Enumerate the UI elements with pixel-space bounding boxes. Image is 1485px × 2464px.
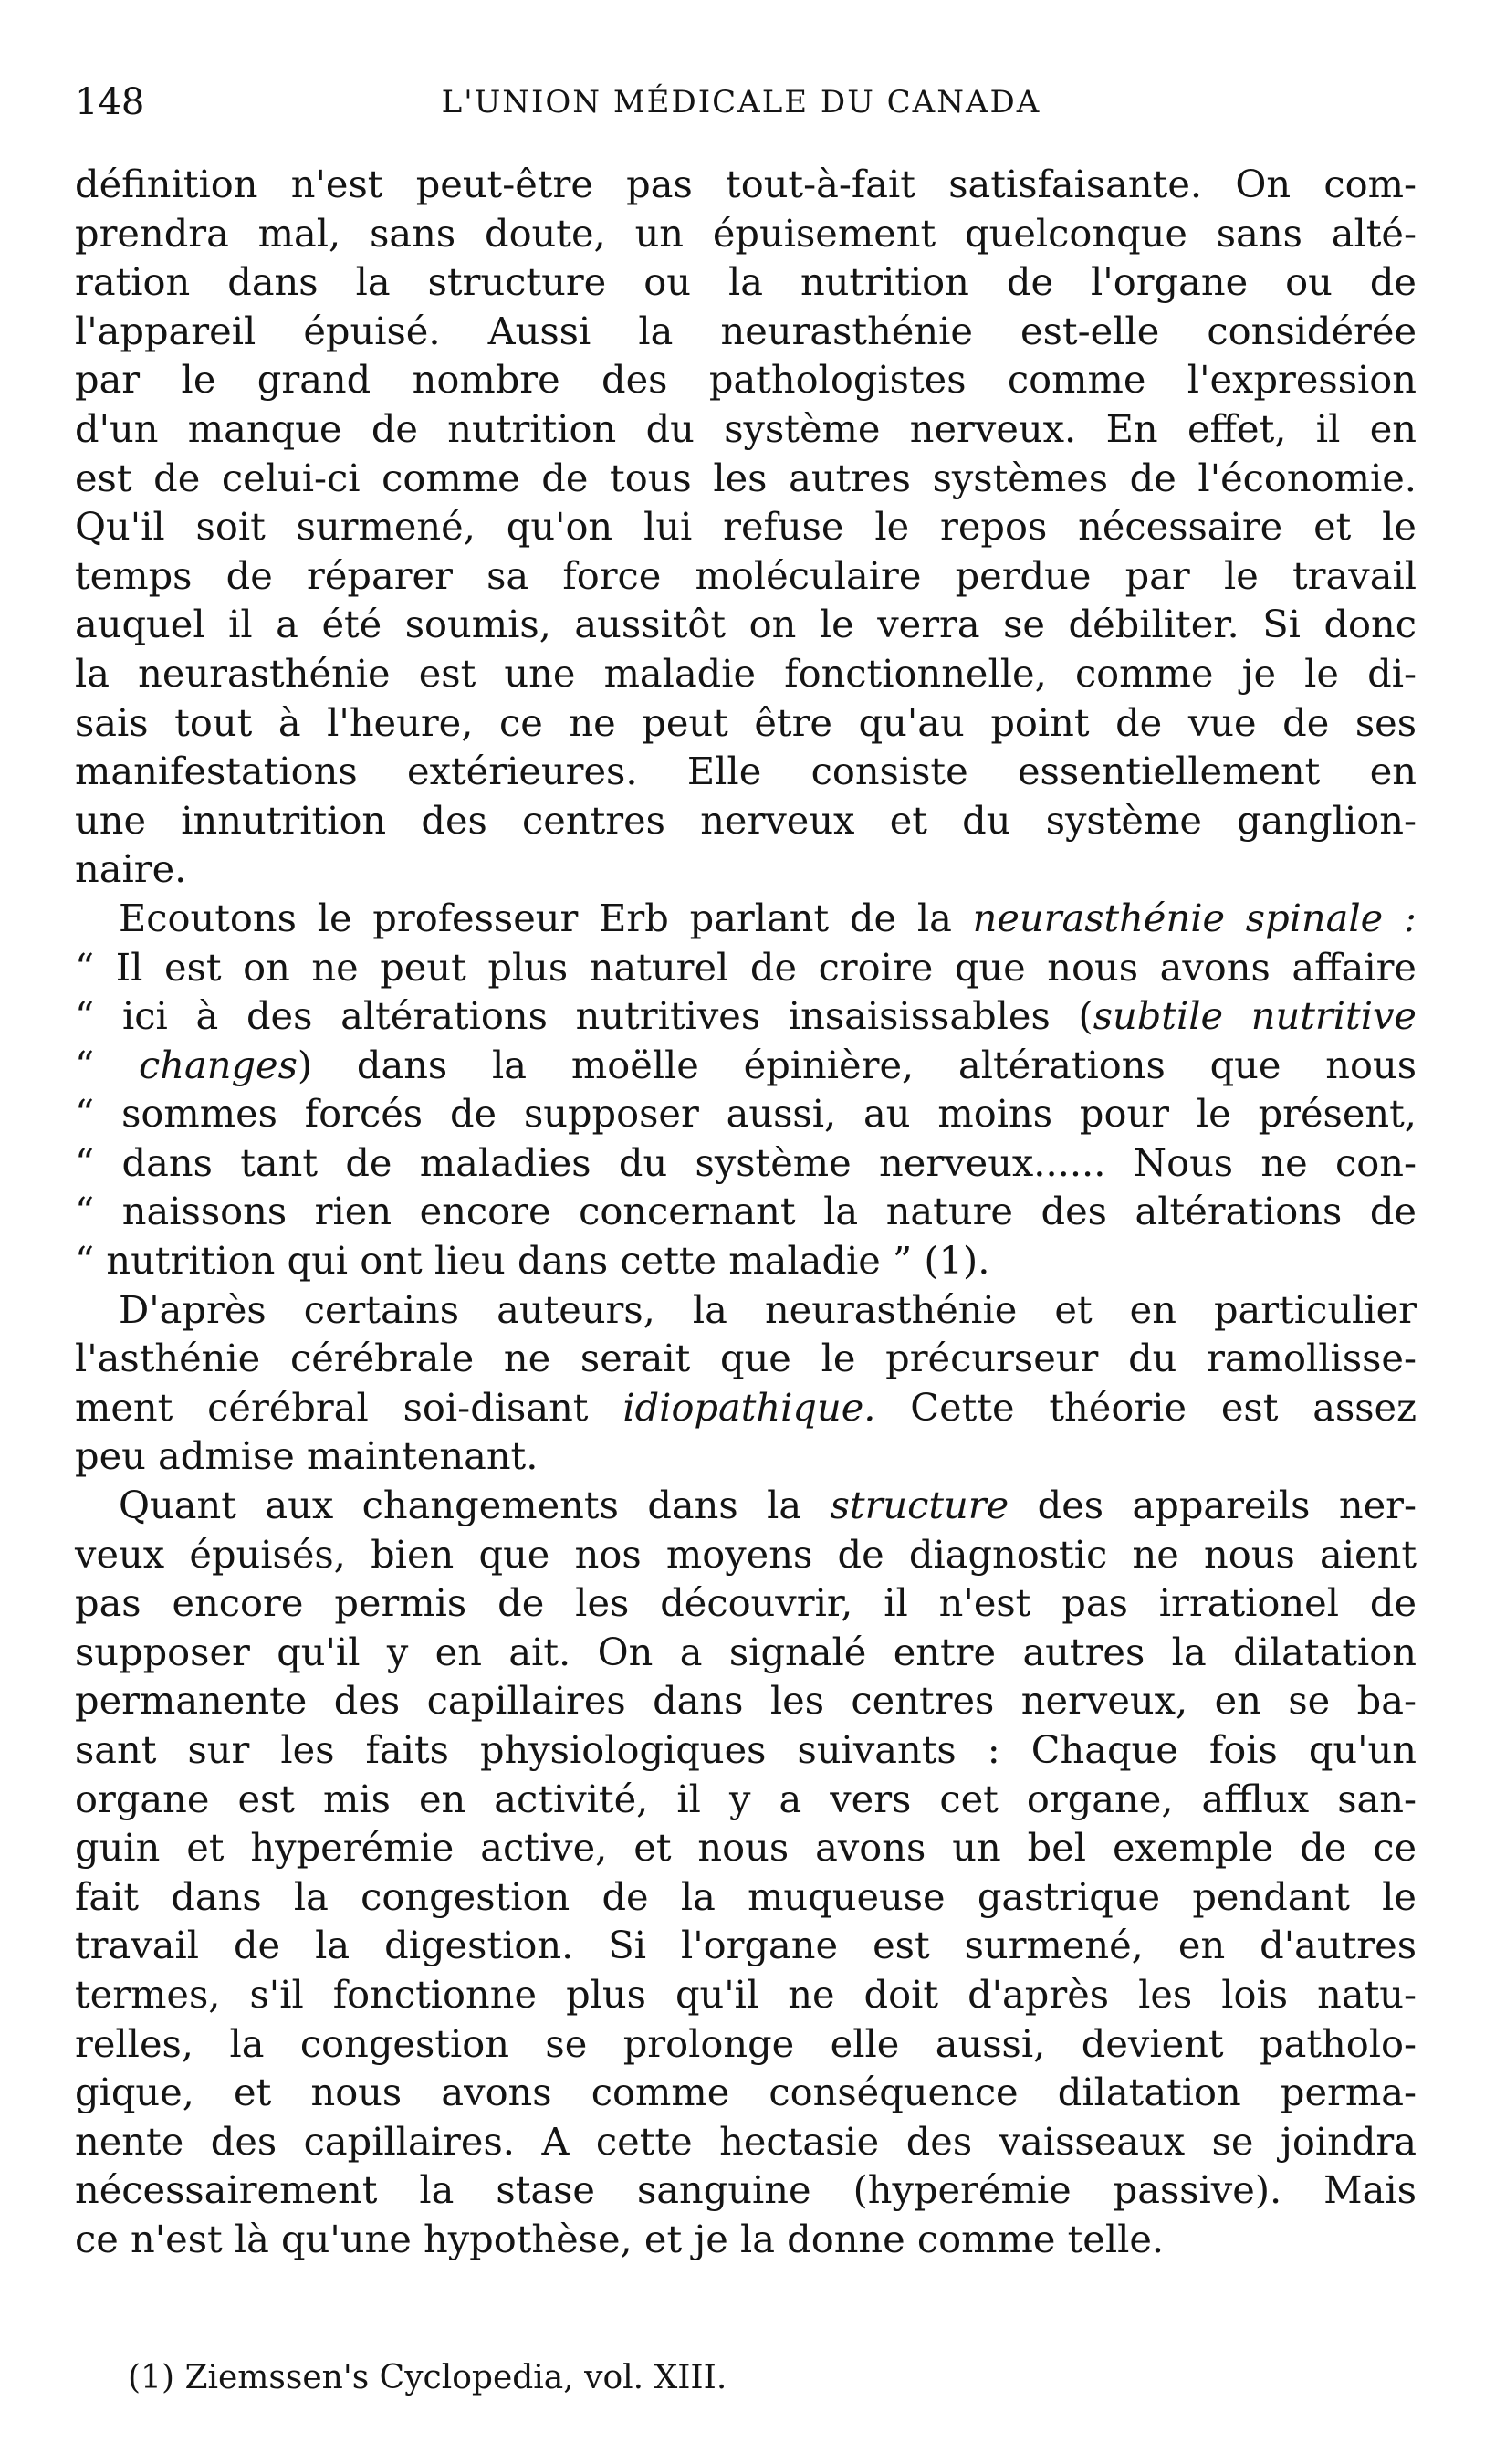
text-segment: “ nutrition qui ont lieu dans cette maladie ” (1).: [75, 1238, 990, 1284]
text-line: [75, 2165, 1417, 2215]
text-line: [75, 698, 1417, 748]
text-segment: “ sommes forcés de supposer aussi, au moins pour le présent,: [75, 1091, 1417, 1137]
text-segment: pas encore permis de les découvrir, il n'est pas irrationel de: [75, 1580, 1417, 1626]
text-line: [75, 209, 1417, 258]
text-line: [75, 796, 1417, 845]
text-line: [75, 1775, 1417, 1824]
text-segment: gique, et nous avons comme conséquence dilatation perma-: [75, 2070, 1417, 2115]
text-segment: “ dans tant de maladies du système nerveux...... Nous ne con-: [75, 1139, 1417, 1185]
text-segment: temps de réparer sa force moléculaire perdue par le travail: [75, 552, 1417, 598]
text-line: [75, 600, 1417, 649]
text-segment: veux épuisés, bien que nos moyens de diagnostic ne nous aient: [75, 1531, 1417, 1577]
text-segment: par le grand nombre des pathologistes comme l'expression: [75, 357, 1417, 403]
italic-text: structure: [830, 1483, 1009, 1528]
text-line: [75, 894, 1417, 943]
text-line: [75, 257, 1417, 307]
text-segment: manifestations extérieures. Elle consiste essentiellement en: [75, 749, 1417, 794]
text-line: [75, 2019, 1417, 2069]
text-line: [75, 747, 1417, 796]
italic-text: neurasthénie spinale :: [972, 895, 1417, 940]
text-line: [75, 454, 1417, 503]
text-segment: sant sur les faits physiologiques suivants : Chaque fois qu'un: [75, 1727, 1417, 1772]
text-line: [75, 1970, 1417, 2019]
text-line: [75, 1578, 1417, 1628]
text-segment: “ Il est on ne peut plus naturel de croire que nous avons affaire: [75, 944, 1417, 990]
text-segment: Ecoutons le professeur Erb parlant de la: [119, 895, 973, 940]
text-line: [75, 1628, 1417, 1677]
text-segment: l'appareil épuisé. Aussi la neurasthénie est-elle considérée: [75, 308, 1417, 353]
text-segment: Quant aux changements dans la: [119, 1483, 831, 1528]
text-segment: d'un manque de nutrition du système nerveux. En effet, il en: [75, 405, 1417, 451]
text-segment: guin et hyperémie active, et nous avons un bel exemple de ce: [75, 1825, 1417, 1871]
page-number: 148: [75, 81, 145, 123]
text-line: [75, 1676, 1417, 1725]
text-segment: l'asthénie cérébrale ne serait que le précurseur du ramollisse-: [75, 1336, 1417, 1381]
text-line: [75, 649, 1417, 698]
text-line: [75, 1334, 1417, 1383]
text-segment: supposer qu'il y en ait. On a signalé entre autres la dilatation: [75, 1629, 1417, 1674]
text-segment: relles, la congestion se prolonge elle aussi, devient patholo-: [75, 2020, 1417, 2066]
text-line: [75, 844, 1417, 894]
text-line: [75, 1236, 1417, 1285]
text-line: [75, 1041, 1417, 1090]
text-line: [75, 2215, 1417, 2264]
text-segment: permanente des capillaires dans les centres nerveux, en se ba-: [75, 1678, 1417, 1724]
text-line: [75, 1481, 1417, 1530]
text-line: [75, 355, 1417, 404]
text-segment: ment cérébral soi-disant: [75, 1384, 623, 1430]
text-segment: des appareils ner-: [1009, 1483, 1417, 1528]
text-segment: nente des capillaires. A cette hectasie des vaisseaux se joindra: [75, 2118, 1417, 2164]
italic-text: subtile nutritive: [1093, 993, 1417, 1039]
text-segment: est de celui-ci comme de tous les autres systèmes de l'économie.: [75, 455, 1417, 500]
text-segment: Cette théorie est assez: [875, 1384, 1417, 1430]
text-segment: fait dans la congestion de la muqueuse gastrique pendant le: [75, 1873, 1417, 1919]
text-segment: “: [75, 1042, 140, 1087]
text-line: [75, 1089, 1417, 1138]
text-segment: travail de la digestion. Si l'organe est surmené, en d'autres: [75, 1923, 1417, 1968]
italic-text: idiopathique.: [622, 1384, 876, 1430]
text-segment: naire.: [75, 846, 187, 892]
text-segment: “ naissons rien encore concernant la nature des altérations de: [75, 1189, 1417, 1234]
text-segment: la neurasthénie est une maladie fonctionnelle, comme je le di-: [75, 650, 1417, 696]
text-segment: organe est mis en activité, il y a vers cet organe, afflux san-: [75, 1776, 1417, 1821]
text-segment: “ ici à des altérations nutritives insaisissables (: [75, 993, 1093, 1039]
text-line: [75, 404, 1417, 454]
text-line: [75, 551, 1417, 601]
body-text: [75, 160, 1417, 2264]
text-line: [75, 502, 1417, 551]
text-line: [75, 160, 1417, 209]
text-line: [75, 1383, 1417, 1432]
running-head: L'UNION MÉDICALE DU CANADA: [441, 84, 1041, 121]
text-line: [75, 1431, 1417, 1481]
page-header: [75, 75, 1407, 130]
text-segment: auquel il a été soumis, aussitôt on le verra se débiliter. Si donc: [75, 602, 1417, 647]
text-line: [75, 1138, 1417, 1188]
footnote: (1) Ziemssen's Cyclopedia, vol. XIII.: [128, 2359, 727, 2396]
text-segment: ce n'est là qu'une hypothèse, et je la donne comme telle.: [75, 2216, 1165, 2261]
text-segment: prendra mal, sans doute, un épuisement quelconque sans alté-: [75, 210, 1417, 256]
text-line: [75, 991, 1417, 1041]
text-line: [75, 1725, 1417, 1775]
text-line: [75, 1530, 1417, 1579]
text-segment: une innutrition des centres nerveux et du système ganglion-: [75, 797, 1417, 843]
text-segment: peu admise maintenant.: [75, 1433, 539, 1479]
text-line: [75, 1285, 1417, 1335]
text-segment: sais tout à l'heure, ce ne peut être qu'au point de vue de ses: [75, 699, 1417, 745]
text-line: [75, 2117, 1417, 2166]
text-segment: définition n'est peut-être pas tout-à-fait satisfaisante. On com-: [75, 162, 1417, 206]
text-line: [75, 1823, 1417, 1872]
text-line: [75, 307, 1417, 356]
text-segment: ration dans la structure ou la nutrition de l'organe ou de: [75, 259, 1417, 305]
italic-text: changes: [139, 1042, 298, 1087]
text-segment: Qu'il soit surmené, qu'on lui refuse le repos nécessaire et le: [75, 504, 1417, 550]
text-line: [75, 943, 1417, 992]
text-line: [75, 1921, 1417, 1970]
text-line: [75, 1872, 1417, 1922]
text-segment: ) dans la moëlle épinière, altérations que nous: [297, 1042, 1417, 1087]
text-segment: termes, s'il fonctionne plus qu'il ne doit d'après les lois natu-: [75, 1971, 1417, 2017]
text-line: [75, 2068, 1417, 2117]
text-segment: nécessairement la stase sanguine (hyperémie passive). Mais: [75, 2167, 1417, 2213]
text-line: [75, 1187, 1417, 1236]
text-segment: D'après certains auteurs, la neurasthénie et en particulier: [119, 1286, 1417, 1332]
